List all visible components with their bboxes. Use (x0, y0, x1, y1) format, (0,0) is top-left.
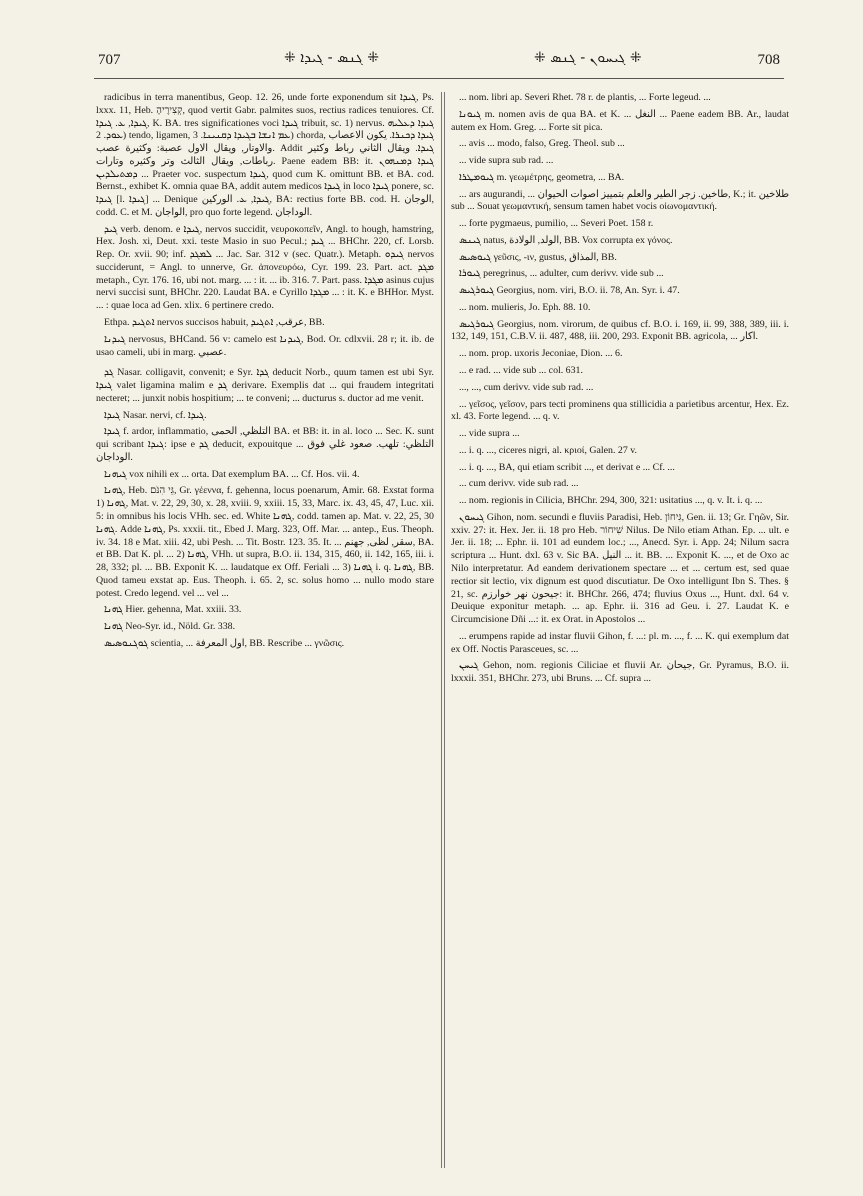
left-column (96, 92, 434, 1177)
right-column (451, 92, 789, 1177)
entry-right-3: ... avis ... modo, falso, Greg. Theol. sub ... (459, 138, 625, 150)
entry-right-23: ܓܝܚܘܢ Gihon, nom. secundi e fluviis Paradisi, Heb. גִּיחוֹן, Gen. ii. 13; Gr. Γηῶν, Sir. xxiv. 27: it. Hex. Jer. ii. 18 pro Heb. שִׁיחוֹר Nilus. De Nilo etiam Athan. Ep. ... ult. e Jer. ii. 18; ... Ephr. ii. 101 ad eundem loc.; ..., Anecd. Syr. i. App. 24; Nilum sacra scriptura ... Hunt. dxl. 63 v. Sic BA. النيل ... it. BB. ... Exponit K. ..., et de Oxo ac Nilo interpretatur. Ad eandem derivationem spectare ... et ... certum est, sed quae rectior sit lectio, vix dignum est quod discutiatur. De Oxo intelligunt Ibn S. Thes. § 21, sc. جيحون نهر خوارزم: it. BHChr. 266, 474; fluvius Oxus ..., Hunt. dxl. 64 v. Deuique exponitur metaph. ... ap. Ephr. ii. 316 ad Geu. i. 27. Laudat K. e Circumcisione Dñi ...: it. ex Orat. in Apostolos ... (451, 511, 789, 626)
entry-right-6: ... ars augurandi, ... طاخين. زجر الطير والعلم بتمييز اصوات الحيوان, K.; it. طلاخين sub ... Souat γεωμαντική, sensum tamen habet vocis οἰωνομαντική. (451, 188, 789, 213)
entry-right-9: ܓܝܘܣܝܣ γεῦσις, -ιν, gustus, المذاق, BB. (459, 251, 617, 263)
entry-right-8: ܓܝܢܣ natus, الولد, الولادة, BB. Vox corrupta ex γόνος. (459, 234, 673, 246)
entry-right-16: ..., ..., cum derivv. vide sub rad. ... (459, 381, 594, 393)
entry-right-2: ܓܝܘܢܐ m. nomen avis de qua BA. et K. ... النغل ... Paene eadem BB. Ar., laudat autem ex Hom. Greg. ... Forte sit pica. (451, 108, 789, 133)
header-rule (94, 78, 784, 79)
entry-right-10: ܓܝܘܪܐ peregrinus, ... adulter, cum derivv. vide sub ... (459, 268, 664, 280)
entry-left-10: ܓܗܢܐ Hier. gehenna, Mat. xxiii. 33. (104, 604, 242, 616)
entry-left-5: ܓܕ Nasar. colligavit, convenit; e Syr. ܓܕܐ deducit Norb., quum tamen est ubi Syr. ܓܝܕܐ valet ligamina malim e ܓܕ derivare. Exemplis dat ... qui fraudem integritati necteret; ... junxit nobis hospitium; ... te conveni; ... ducturus s. ductor ad me venit. (96, 367, 434, 404)
entry-right-4: ... vide supra sub rad. ... (459, 155, 554, 167)
entry-left-4: ܓܝܕܢܐ nervosus, BHCand. 56 v: camelo est ܓܝܕܢܐ, Bod. Or. cdlxvii. 28 r; it. ib. de usao cameli, ubi in marg. عصبي. (96, 333, 434, 358)
entry-right-17: ... γεῖσος, γεῖσον, pars tecti prominens qua stillicidia a parietibus arcentur, Hex. Ez. xl. 43. Forte legend. ... q. v. (451, 398, 789, 423)
entry-right-25: ܓܝܚܢ Gehon, nom. regionis Ciliciae et fluvii Ar. جيحان, Gr. Pyramus, B.O. ii. lxxxii. 351, BHChr. 273, ubi Bruns. ... Cf. supra ... (451, 660, 789, 685)
column-divider (441, 92, 445, 1168)
entry-right-12: ... nom. mulieris, Jo. Eph. 88. 10. (459, 301, 591, 313)
entry-right-24: ... erumpens rapide ad instar fluvii Gihon, f. ...: pl. m. ..., f. ... K. qui exemplum dat ex Off. Noctis Parasceues, sc. ... (451, 630, 789, 655)
entry-right-5: ܓܝܘܡܛܪܐ m. γεωμέτρης, geometra, ... BA. (459, 171, 625, 183)
page-header (94, 48, 784, 74)
entry-left-11: ܓܗܢܐ Neo-Syr. id., Nöld. Gr. 338. (104, 621, 236, 633)
entry-left-2: ܓܝܕ verb. denom. e ܓܝܕܐ, nervos succidit, νευροκοπεῖν, Angl. to hough, hamstring, Hex. Josh. xi, Deut. xxi. teste Masio in suo Pecul.; ܓܝܕ ... BHChr. 220, cf. Lorsb. Rep. Or. xvii. 90; inf. ܠܡܓܕ ... Jac. Sar. 312 v (sec. Quatr.). Metaph. ܓܝܕܘ nervos succiderunt, = Angl. to unnerve, Gr. ἀπονευρόω, Cyr. 199. 23. Part. act. ܡܓܕ metaph., Cyr. 176. 16, ubi not. marg. ... : it. ... ib. 316. 7. Part. pass. ܡܓܕܐ asinus cujus nervi succisi sunt, BHChr. 220. Laudat BA. e Cyrillo ܡܓܕܐ ... : it. K. e BHHor. Myst. ... : quae loca ad Gen. xlix. 6 pertinere credo. (96, 223, 434, 312)
page-number-right: 708 (757, 52, 780, 68)
entry-left-9: ܓܗܢܐ, Heb. גֵּי הִנֹּם, Gr. γέεννα, f. gehenna, locus poenarum, Amir. 68. Exstat forma 1) ܓܗܢܐ, Mat. v. 22, 29, 30, x. 28, xviii. 9, xxiii. 15, 33, Marc. ix. 43, 45, 47, Luc. xii. 5: in omnibus his locis VHh. sec. ed. White ܓܗܢܐ, codd. tamen ap. Mat. v. 22, 25, 30 ܓܗܢܐ. Adde ܓܗܢܐ, Ps. xxxii. tit., Ebed J. Marg. 323, Off. Mar. ... antep., Eus. Theoph. iv. 34. 18 e Mat. xiii. 42, ubi Pesh. ... Tit. Bostr. 123. 35. It. ... سقر, لظى, جهنم, BA. et BB. Dat K. pl. ... 2) ܓܗܢܐ, VHh. ut supra, B.O. ii. 134, 315, 460, ii. 142, 165, iii. i. 28, 332; pl. ... BB. Exponit K. ... laudatque ex Off. Feriali ... 3) ܓܗܢܐ i. q. ܓܗܢܐ, BB. Quod tameu exstat ap. Eus. Theoph. i. 65. 2, sc. solus homo ... nullo modo stare potest. Credo legend. vel ... vel ... (96, 485, 434, 599)
entry-right-22: ... nom. regionis in Cilicia, BHChr. 294, 300, 321: usitatius ..., q. v. It. i. q. ... (459, 495, 763, 507)
entry-right-18: ... vide supra ... (459, 428, 520, 440)
entry-right-21: ... cum derivv. vide sub rad. ... (459, 478, 579, 490)
entry-right-1: ... nom. libri ap. Severi Rhet. 78 r. de plantis, ... Forte legeud. ... (459, 92, 711, 103)
entry-left-1: radicibus in terra manentibus, Geop. 12. 26, unde forte exponendum sit ܓܝܕܐ, Ps. lxxx. 11, Heb. קְצִירֶיהָ, quod vertit Gabr. palmites suos, rectius radices tenuiores. Cf. ܓܝܕܐ, ܥ. ܓܝܕܐ, K. BA. tres significationes voci ܓܝܕܐ tribuit, sc. 1) nervus. ܓܝܕܐ ܕܥܠܝܗ ܥܘܕ. 2) tendo, ligamen, ܥܡ ܐܢܫܐ ܒܓܝܕܐ ܕܩܢܝܢܐ. 3) chorda, ܓܝܕܐ ܕܟܢܪܐ. يكون الاعصاب والاوتار, ويقال الاول عصبة: وكثيرة عصب. Addit ܓܝܕܐ. ويقال الثاني رباط وكثير رباطات, ويقال الثالث وتر وكثيره وتارات. Paene eadem BB: it. ܓܝܕܐ ܕܡܢܗܘܢ ܕܡܬܝܠܕܝܢ ... Praeter voc. suspectum ܓܝܕܐ, quod cum K. omittunt BB. et BA. cod. Bernst., exhibet K. omnia quae BA, addit autem medicos ܓܝܕܐ in loco ܓܝܕܐ ponere, sc. ܓܝܕܐ [l. ܓܝܕܐ] ... Denique ܓܝܕܐ, ܥ. الوركين, BA: rectius forte BB. cod. H. الوجان, codd. C. et M. الواجان, pro quo forte legend. الوداجان. (96, 92, 434, 218)
running-head-left: ⁜ ܓܢܣ - ܓܝܕܐ ⁜ (284, 50, 379, 66)
entry-left-8: ܓܝܗܢܐ vox nihili ex ... orta. Dat exemplum BA. ... Cf. Hos. vii. 4. (104, 468, 360, 480)
entry-right-19: ... i. q. ..., ciceres nigri, al. κριοί, Galen. 27 v. (459, 444, 638, 456)
entry-right-7: ... forte pygmaeus, pumilio, ... Severi Poet. 158 r. (459, 218, 654, 230)
entry-left-7: ܓܝܕܐ f. ardor, inflammatio, التلظي, الحمى BA. et BB: it. in al. loco ... Sec. K. sunt qui scribant ܓܝܕܐ: ipse e ܓܕ deducit, expouitque التلظي: تلهب. صعود غلي فوق ... الوداجان. (96, 426, 434, 463)
entry-left-3: Ethpa. ܐܬܓܝܕ nervos succisos habuit, عرقب, ܐܬܓܝܕ, BB. (104, 317, 325, 329)
entry-right-11: ܓܝܘܪܓܝܣ Georgius, nom. viri, B.O. ii. 78, An. Syr. i. 47. (459, 285, 680, 297)
page-number-left: 707 (98, 52, 121, 68)
entry-right-20: ... i. q. ..., BA, qui etiam scribit ..., et derivat e ... Cf. ... (459, 461, 675, 473)
entry-right-14: ... nom. prop. uxoris Jeconiae, Dion. ... 6. (459, 348, 623, 360)
entry-left-6: ܓܝܕܐ Nasar. nervi, cf. ܓܝܕܐ. (104, 409, 207, 421)
entry-left-12: ܓܘܓܢܘܣܝܣ scientia, ... اول المعرفة, BB. Rescribe ... γνῶσις. (104, 637, 345, 649)
entry-right-15: ... e rad. ... vide sub ... col. 631. (459, 365, 583, 377)
entry-right-13: ܓܝܘܪܓܝܣ Georgius, nom. virorum, de quibus cf. B.O. i. 169, ii. 99, 388, 389, iii. i. 132, 149, 151, C.B.V. ii. 487, 488, iii. 200, 293. Exponit BB. agricola, ... اكار. (451, 318, 789, 343)
running-head-right: ⁜ ܓܝܚܘܢ - ܓܢܣ ⁜ (534, 50, 642, 66)
